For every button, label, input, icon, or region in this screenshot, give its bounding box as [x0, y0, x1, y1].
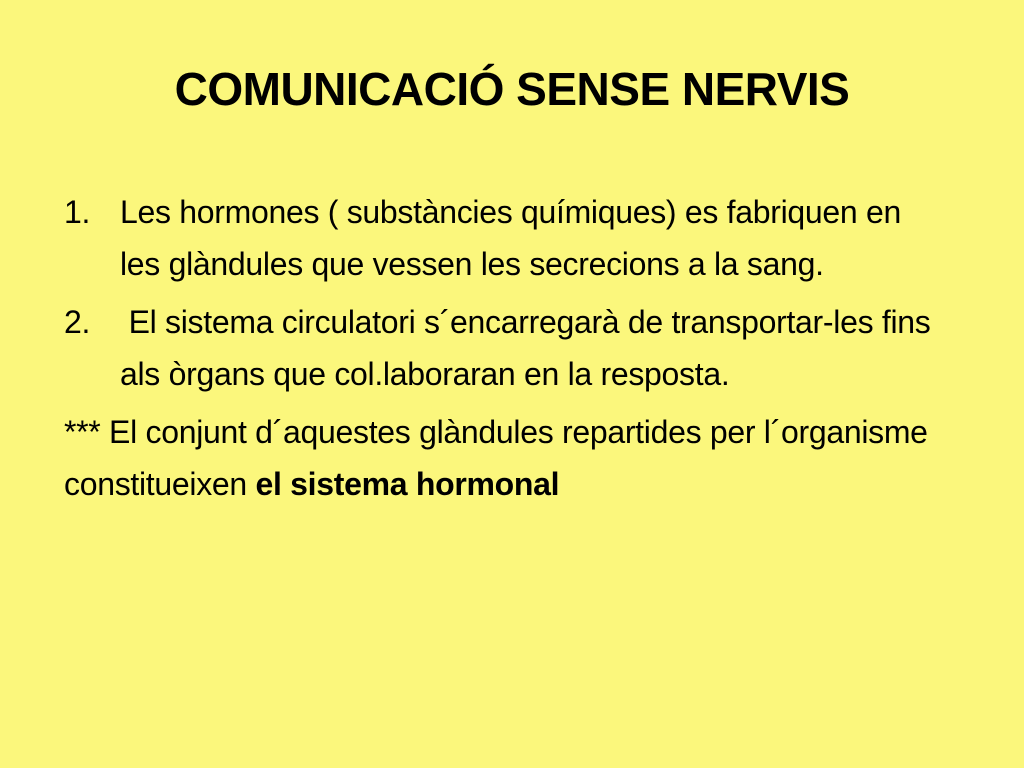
list-item-number: 2.: [64, 304, 91, 340]
slide-title: COMUNICACIÓ SENSE NERVIS: [174, 63, 850, 115]
list-item-number: 1.: [64, 194, 91, 230]
list-item-text: Les hormones ( substàncies químiques) es fabriquen en les glàndules que vessen les secrecions a la sang.: [120, 194, 901, 282]
list-item: [64, 186, 944, 290]
note-paragraph: [64, 406, 944, 510]
slide-content: [64, 186, 944, 510]
note-text: *** El conjunt d´aquestes glàndules repartides per l´organisme constitueixen: [64, 414, 937, 502]
list-item: [64, 296, 944, 400]
list-item-text: El sistema circulatori s´encarregarà de transportar-les fins als òrgans que col.laboraran en la resposta.: [120, 304, 940, 392]
note-bold-text: el sistema hormonal: [255, 466, 560, 502]
